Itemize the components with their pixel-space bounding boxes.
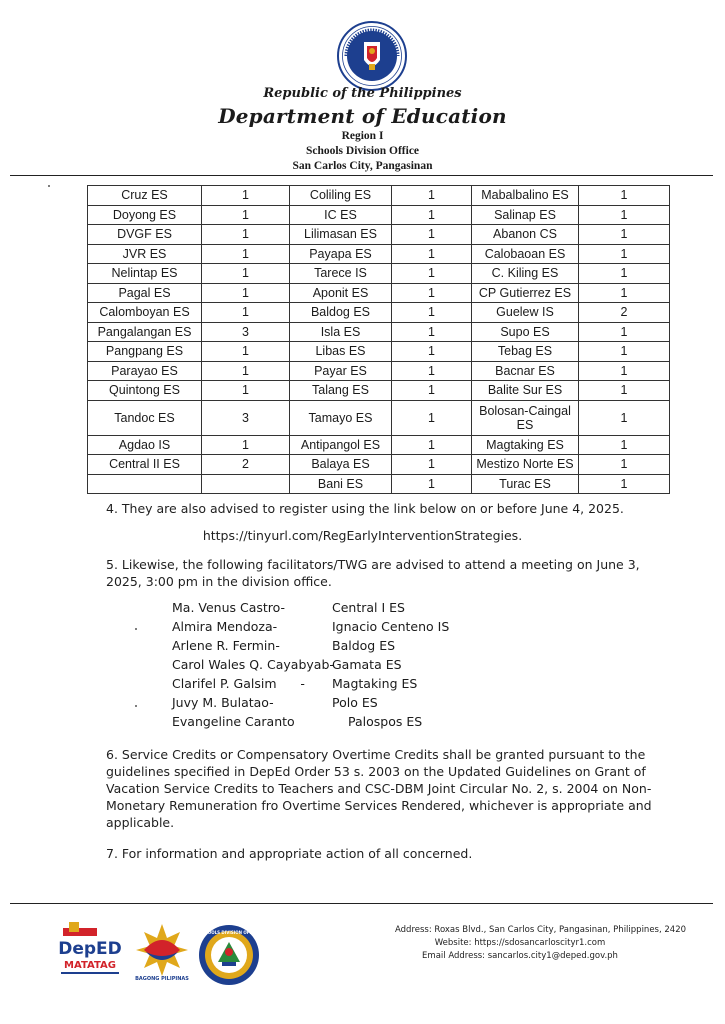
school-name-cell: Turac ES xyxy=(472,474,579,494)
school-name-cell: Parayao ES xyxy=(88,361,202,381)
item-7-text: 7. For information and appropriate action of all concerned. xyxy=(106,846,473,861)
participant-count-cell: 1 xyxy=(579,381,670,401)
school-name-cell: Quintong ES xyxy=(88,381,202,401)
table-row xyxy=(88,435,670,455)
facilitator-row xyxy=(172,655,492,674)
table-row xyxy=(88,342,670,362)
school-name-cell: Agdao IS xyxy=(88,435,202,455)
facilitator-name: Evangeline Caranto xyxy=(172,714,295,729)
participant-count-cell: 1 xyxy=(579,400,670,435)
participant-count-cell: 1 xyxy=(202,283,290,303)
school-name-cell xyxy=(88,474,202,494)
school-name-cell: Mestizo Norte ES xyxy=(472,455,579,475)
school-name-cell: Calomboyan ES xyxy=(88,303,202,323)
school-name-cell: Isla ES xyxy=(290,322,392,342)
participant-count-cell: 1 xyxy=(202,342,290,362)
participant-count-cell: 1 xyxy=(579,283,670,303)
participant-count-cell: 1 xyxy=(579,474,670,494)
school-name-cell: Bolosan-Caingal ES xyxy=(472,400,579,435)
school-name-cell: Pangalangan ES xyxy=(88,322,202,342)
participant-count-cell: 1 xyxy=(392,322,472,342)
participant-count-cell: 1 xyxy=(392,474,472,494)
facilitator-school: Polo ES xyxy=(332,695,378,710)
school-name-cell: Magtaking ES xyxy=(472,435,579,455)
school-name-cell: Doyong ES xyxy=(88,205,202,225)
participant-count-cell: 1 xyxy=(579,435,670,455)
school-name-cell: Lilimasan ES xyxy=(290,225,392,245)
school-name-cell: Talang ES xyxy=(290,381,392,401)
participant-count-cell: 1 xyxy=(392,381,472,401)
table-row xyxy=(88,303,670,323)
item-6-text: 6. Service Credits or Compensatory Overtime Credits shall be granted pursuant to the guidelines specified in DepEd Order 53 s. 2003 on the Updated Guidelines on Grant of Vacation Service Credits to Teachers and CSC-DBM Joint Circular No. 2, s. 2004 on Non-Monetary Remuneration fro Overtime Services Rendered, whichever is appropriate and applicable. xyxy=(106,747,652,830)
facilitator-name: Arlene R. Fermin- xyxy=(172,638,280,653)
school-name-cell: Tarece IS xyxy=(290,264,392,284)
table-row xyxy=(88,381,670,401)
facilitator-row xyxy=(172,598,492,617)
school-name-cell: Tamayo ES xyxy=(290,400,392,435)
participant-count-cell: 1 xyxy=(202,264,290,284)
participant-count-cell: 2 xyxy=(202,455,290,475)
facilitators-list xyxy=(172,598,492,731)
header-divider xyxy=(10,175,713,176)
table-row xyxy=(88,283,670,303)
table-row xyxy=(88,244,670,264)
footer-email[interactable]: Email Address: sancarlos.city1@deped.gov.ph xyxy=(422,951,618,961)
participant-count-cell: 1 xyxy=(392,244,472,264)
facilitator-row xyxy=(172,693,492,712)
participant-count-cell: 1 xyxy=(579,225,670,245)
participant-count-cell: 1 xyxy=(392,283,472,303)
office-heading: Schools Division Office xyxy=(305,145,420,157)
participant-count-cell: 1 xyxy=(579,244,670,264)
school-name-cell: Bacnar ES xyxy=(472,361,579,381)
school-name-cell: Salinap ES xyxy=(472,205,579,225)
facilitator-row xyxy=(172,617,492,636)
participant-count-cell: 1 xyxy=(392,455,472,475)
school-name-cell: Payar ES xyxy=(290,361,392,381)
school-name-cell: Payapa ES xyxy=(290,244,392,264)
item-4-text: 4. They are also advised to register using the link below on or before June 4, 2025. xyxy=(106,501,624,516)
footer-address: Address: Roxas Blvd., San Carlos City, Pangasinan, Philippines, 2420 xyxy=(395,925,687,935)
facilitator-school: Gamata ES xyxy=(332,657,402,672)
facilitator-row xyxy=(172,636,492,655)
participant-count-cell: 1 xyxy=(392,205,472,225)
republic-heading: Republic of the Philippines xyxy=(263,86,462,101)
school-name-cell: Tandoc ES xyxy=(88,400,202,435)
table-row xyxy=(88,186,670,206)
participant-count-cell: 1 xyxy=(202,186,290,206)
participant-count-cell: 1 xyxy=(202,244,290,264)
facilitator-name: Juvy M. Bulatao- xyxy=(172,695,274,710)
participant-count-cell: 1 xyxy=(579,186,670,206)
participant-count-cell: 1 xyxy=(579,322,670,342)
school-name-cell: Aponit ES xyxy=(290,283,392,303)
participant-count-cell: 1 xyxy=(202,361,290,381)
participant-count-cell: 1 xyxy=(579,205,670,225)
sdo-seal-logo xyxy=(198,924,260,986)
schools-table xyxy=(87,185,670,494)
facilitator-row xyxy=(172,712,492,731)
table-row xyxy=(88,400,670,435)
facilitator-name: Carol Wales Q. Cayabyab- xyxy=(172,657,334,672)
school-name-cell: Antipangol ES xyxy=(290,435,392,455)
participant-count-cell: 1 xyxy=(392,186,472,206)
school-name-cell: DVGF ES xyxy=(88,225,202,245)
facilitator-school: Central I ES xyxy=(332,600,405,615)
participant-count-cell: 1 xyxy=(392,303,472,323)
table-row xyxy=(88,474,670,494)
schools-table-body xyxy=(88,186,670,494)
school-name-cell: Abanon CS xyxy=(472,225,579,245)
participant-count-cell: 1 xyxy=(579,455,670,475)
facilitator-school: Palospos ES xyxy=(348,714,423,729)
table-row xyxy=(88,264,670,284)
deped-matatag-logo xyxy=(57,922,123,982)
school-name-cell: Cruz ES xyxy=(88,186,202,206)
school-name-cell: Central II ES xyxy=(88,455,202,475)
participant-count-cell: 2 xyxy=(579,303,670,323)
table-row xyxy=(88,322,670,342)
facilitator-name: Almira Mendoza- xyxy=(172,619,278,634)
facilitator-school: Baldog ES xyxy=(332,638,396,653)
school-name-cell: Calobaoan ES xyxy=(472,244,579,264)
facilitator-name: Clarifel P. Galsim - xyxy=(172,676,305,691)
participant-count-cell: 1 xyxy=(202,381,290,401)
participant-count-cell: 1 xyxy=(392,435,472,455)
footer-website[interactable]: Website: https://sdosancarloscityr1.com xyxy=(434,938,606,948)
school-name-cell: C. Kiling ES xyxy=(472,264,579,284)
facilitator-school: Magtaking ES xyxy=(332,676,418,691)
table-row xyxy=(88,361,670,381)
school-name-cell: Guelew IS xyxy=(472,303,579,323)
participant-count-cell: 1 xyxy=(202,205,290,225)
school-name-cell: Bani ES xyxy=(290,474,392,494)
school-name-cell: Nelintap ES xyxy=(88,264,202,284)
school-name-cell: Libas ES xyxy=(290,342,392,362)
registration-link[interactable]: https://tinyurl.com/RegEarlyInterventionStrategies. xyxy=(202,528,523,543)
participant-count-cell: 1 xyxy=(392,361,472,381)
footer-divider xyxy=(10,903,713,904)
participant-count-cell: 1 xyxy=(392,225,472,245)
school-name-cell: Balaya ES xyxy=(290,455,392,475)
school-name-cell: Tebag ES xyxy=(472,342,579,362)
school-name-cell: Mabalbalino ES xyxy=(472,186,579,206)
table-row xyxy=(88,205,670,225)
sdo-logo-text: SCHOOLS DIVISION OFFICE xyxy=(198,930,260,935)
facilitator-name: Ma. Venus Castro- xyxy=(172,600,286,615)
participant-count-cell: 3 xyxy=(202,400,290,435)
participant-count-cell: 1 xyxy=(392,264,472,284)
facilitator-row xyxy=(172,674,492,693)
participant-count-cell: 1 xyxy=(579,361,670,381)
participant-count-cell: 1 xyxy=(392,342,472,362)
participant-count-cell: 1 xyxy=(202,225,290,245)
participant-count-cell: 1 xyxy=(202,303,290,323)
bagong-pilipinas-logo xyxy=(130,920,194,982)
city-heading: San Carlos City, Pangasinan xyxy=(292,160,433,172)
facilitator-school: Ignacio Centeno IS xyxy=(332,619,450,634)
table-row xyxy=(88,225,670,245)
school-name-cell: JVR ES xyxy=(88,244,202,264)
school-name-cell: Coliling ES xyxy=(290,186,392,206)
region-heading: Region I xyxy=(341,130,384,142)
school-name-cell: Baldog ES xyxy=(290,303,392,323)
item-5-text: 5. Likewise, the following facilitators/TWG are advised to attend a meeting on June 3, 2025, 3:00 pm in the division office. xyxy=(106,557,640,589)
school-name-cell: IC ES xyxy=(290,205,392,225)
school-name-cell: Pangpang ES xyxy=(88,342,202,362)
participant-count-cell: 1 xyxy=(579,342,670,362)
school-name-cell: Pagal ES xyxy=(88,283,202,303)
matatag-logo-text: MATATAG xyxy=(64,960,116,971)
scan-speck xyxy=(135,628,137,630)
participant-count-cell: 1 xyxy=(202,435,290,455)
school-name-cell: Supo ES xyxy=(472,322,579,342)
participant-count-cell: 3 xyxy=(202,322,290,342)
table-row xyxy=(88,455,670,475)
scan-speck xyxy=(48,185,50,187)
participant-count-cell: 1 xyxy=(579,264,670,284)
school-name-cell: CP Gutierrez ES xyxy=(472,283,579,303)
deped-logo-text: DepED xyxy=(58,939,122,959)
department-heading: Department of Education xyxy=(218,104,507,128)
participant-count-cell xyxy=(202,474,290,494)
deped-seal-icon xyxy=(336,20,408,92)
participant-count-cell: 1 xyxy=(392,400,472,435)
footer-contact xyxy=(395,924,686,963)
bagong-pilipinas-text: BAGONG PILIPINAS xyxy=(135,976,189,982)
school-name-cell: Balite Sur ES xyxy=(472,381,579,401)
scan-speck xyxy=(135,705,137,707)
